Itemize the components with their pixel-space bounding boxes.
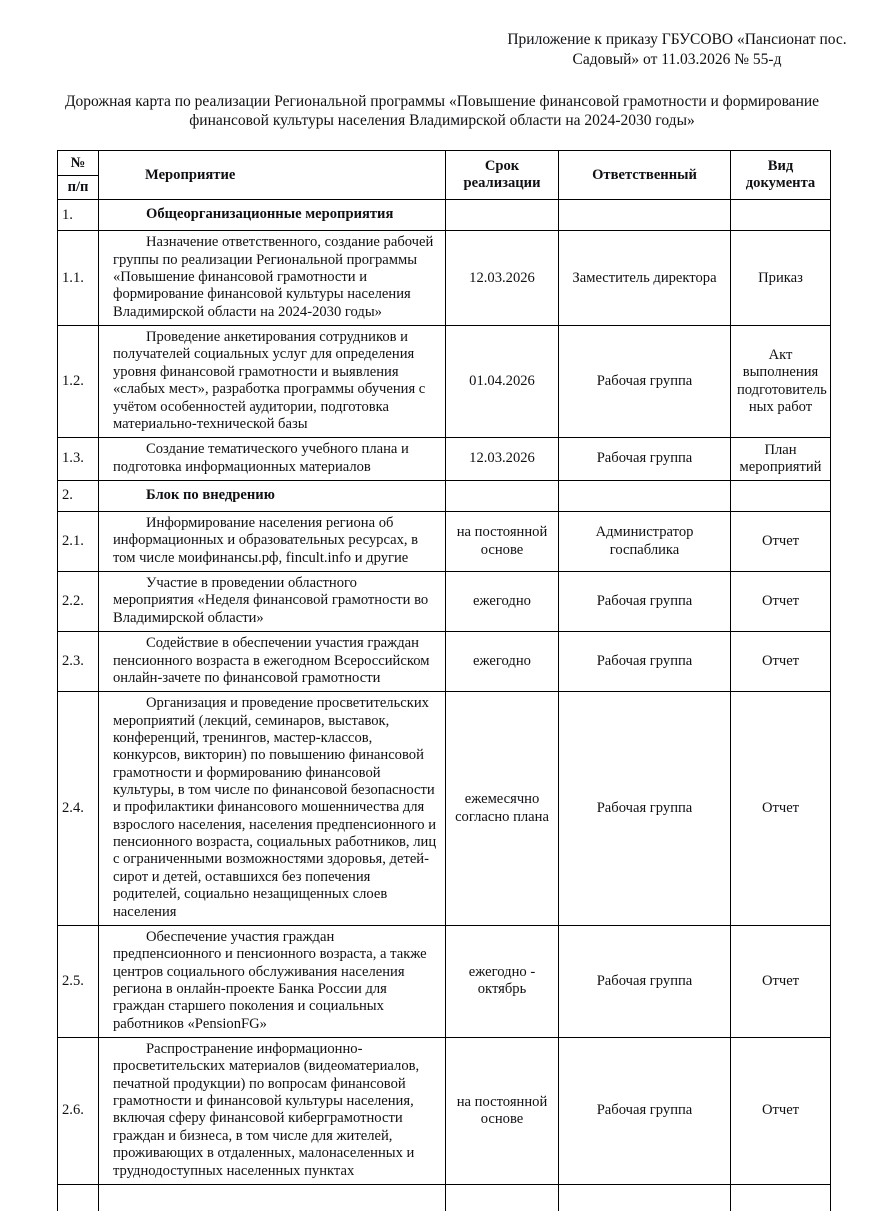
cell-deadline: ежегодно (446, 572, 559, 632)
cell-responsible: Заместитель директора (559, 231, 731, 326)
cell-activity: Общеорганизационные мероприятия (99, 200, 446, 231)
cell-activity: Организация и проведение просветительских мероприятий (лекций, семинаров, выставок, конференций, тренингов, мастер-классов, конкурсов, викторин) по повышению финансовой грамотности и формированию финансовой культуры, в том числе по финансовой безопасности и профилактики финансового мошенничества для взрослого населения, населения предпенсионного и пенсионного возраста, социальных работников, лиц с ограниченными возможностями здоровья, детей-сирот и детей, оставшихся без попечения родителей, социально незащищенных слоев населения (99, 692, 446, 926)
document-title: Дорожная карта по реализации Региональной программы «Повышение финансовой грамотности и формирование финансовой культуры населения Владимирской области на 2024-2030 годы» (64, 92, 820, 130)
cell-responsible: Рабочая группа (559, 438, 731, 481)
cell-num: 2.6. (58, 1038, 99, 1185)
cell-responsible: Рабочая группа (559, 1038, 731, 1185)
cell-num: 2.2. (58, 572, 99, 632)
cell-deadline: 12.03.2026 (446, 438, 559, 481)
cell-doc-type: Отчет (731, 572, 831, 632)
table-row-2-6 (58, 1038, 831, 1185)
cell-num: 1.1. (58, 231, 99, 326)
cell-num: 2.5. (58, 925, 99, 1037)
cell-activity: Проведение анкетирования сотрудников и получателей социальных услуг для определения уровня финансовой грамотности и выявления «слабых мест», разработка программы обучения с учётом особенностей аудитории, подготовка материально-технической базы (99, 326, 446, 438)
table-row-2-2 (58, 572, 831, 632)
cell-doc-type: План мероприятий (731, 438, 831, 481)
cell-activity: Создание тематического учебного плана и подготовка информационных материалов (99, 438, 446, 481)
cell-doc-type (731, 480, 831, 511)
table-row-2-1 (58, 511, 831, 571)
cell-num: 1.3. (58, 438, 99, 481)
cell-num: 2.1. (58, 511, 99, 571)
cell-responsible: Рабочая группа (559, 326, 731, 438)
cell-responsible: Рабочая группа (559, 632, 731, 692)
table-row-2-4 (58, 692, 831, 926)
cell-deadline: на постоянной основе (446, 511, 559, 571)
table-row-section-2 (58, 480, 831, 511)
table-row-2-5 (58, 925, 831, 1037)
cell-responsible: Рабочая группа (559, 572, 731, 632)
cell-responsible: Рабочая группа (559, 925, 731, 1037)
cell-num: 1.2. (58, 326, 99, 438)
cell-responsible: Рабочая группа (559, 692, 731, 926)
roadmap-table (57, 150, 831, 1211)
table-row-1-2 (58, 326, 831, 438)
cell-num: 2.3. (58, 632, 99, 692)
cell-doc-type: Отчет (731, 925, 831, 1037)
cell-doc-type: Приказ (731, 231, 831, 326)
header-num-bottom: п/п (67, 178, 89, 195)
cell-responsible (559, 200, 731, 231)
cell-responsible (559, 480, 731, 511)
cell-deadline (446, 1184, 559, 1211)
cell-deadline: 12.03.2026 (446, 231, 559, 326)
cell-doc-type: Акт выполнения подготовитель ных работ (731, 326, 831, 438)
header-responsible: Ответственный (559, 151, 731, 200)
table-row-2-3 (58, 632, 831, 692)
header-deadline: Срок реализации (446, 151, 559, 200)
cell-doc-type (731, 1184, 831, 1211)
cell-num (58, 1184, 99, 1211)
cell-doc-type: Отчет (731, 632, 831, 692)
cell-deadline: ежегодно (446, 632, 559, 692)
cell-num: 2. (58, 480, 99, 511)
cell-doc-type: Отчет (731, 692, 831, 926)
cell-activity: Распространение информационно-просветительских материалов (видеоматериалов, печатной продукции) по вопросам финансовой грамотности и финансовой культуры населения, включая сферу финансовой киберграмотности граждан и бизнеса, в том числе для жителей, проживающих в отдаленных, малонаселенных и труднодоступных населенных пунктах (99, 1038, 446, 1185)
cell-responsible (559, 1184, 731, 1211)
cell-activity: Содействие в обеспечении участия граждан пенсионного возраста в ежегодном Всероссийском онлайн-зачете по финансовой грамотности (99, 632, 446, 692)
cell-activity: Блок по внедрению (99, 480, 446, 511)
cell-activity (99, 1184, 446, 1211)
header-activity: Мероприятие (99, 151, 446, 200)
cell-num: 1. (58, 200, 99, 231)
cell-activity: Информирование населения региона об информационных и образовательных ресурсах, в том числе моифинансы.рф, fincult.info и другие (99, 511, 446, 571)
table-row-section-1 (58, 200, 831, 231)
cell-deadline (446, 480, 559, 511)
cell-deadline: ежемесячно согласно плана (446, 692, 559, 926)
table-header-row (58, 151, 831, 200)
cell-deadline (446, 200, 559, 231)
cell-num: 2.4. (58, 692, 99, 926)
table-row-1-1 (58, 231, 831, 326)
cell-deadline: на постоянной основе (446, 1038, 559, 1185)
order-annotation: Приложение к приказу ГБУСОВО «Пансионат пос. Садовый» от 11.03.2026 № 55-д (507, 31, 847, 68)
header-num-top: № (58, 152, 98, 176)
header-num (58, 151, 99, 200)
cell-doc-type (731, 200, 831, 231)
cell-deadline: ежегодно - октябрь (446, 925, 559, 1037)
table-row-partial (58, 1184, 831, 1211)
cell-doc-type: Отчет (731, 511, 831, 571)
header-doc-type: Вид документа (731, 151, 831, 200)
cell-responsible: Администратор госпаблика (559, 511, 731, 571)
cell-activity: Участие в проведении областного мероприятия «Неделя финансовой грамотности во Владимирской области» (99, 572, 446, 632)
cell-activity: Назначение ответственного, создание рабочей группы по реализации Региональной программы «Повышение финансовой грамотности и формирование финансовой культуры населения Владимирской области на 2024-2030 годы» (99, 231, 446, 326)
cell-activity: Обеспечение участия граждан предпенсионного и пенсионного возраста, а также центров социального обслуживания населения региона в онлайн-проекте Банка России для граждан старшего поколения и социальных работников «PensionFG» (99, 925, 446, 1037)
cell-deadline: 01.04.2026 (446, 326, 559, 438)
table-row-1-3 (58, 438, 831, 481)
cell-doc-type: Отчет (731, 1038, 831, 1185)
